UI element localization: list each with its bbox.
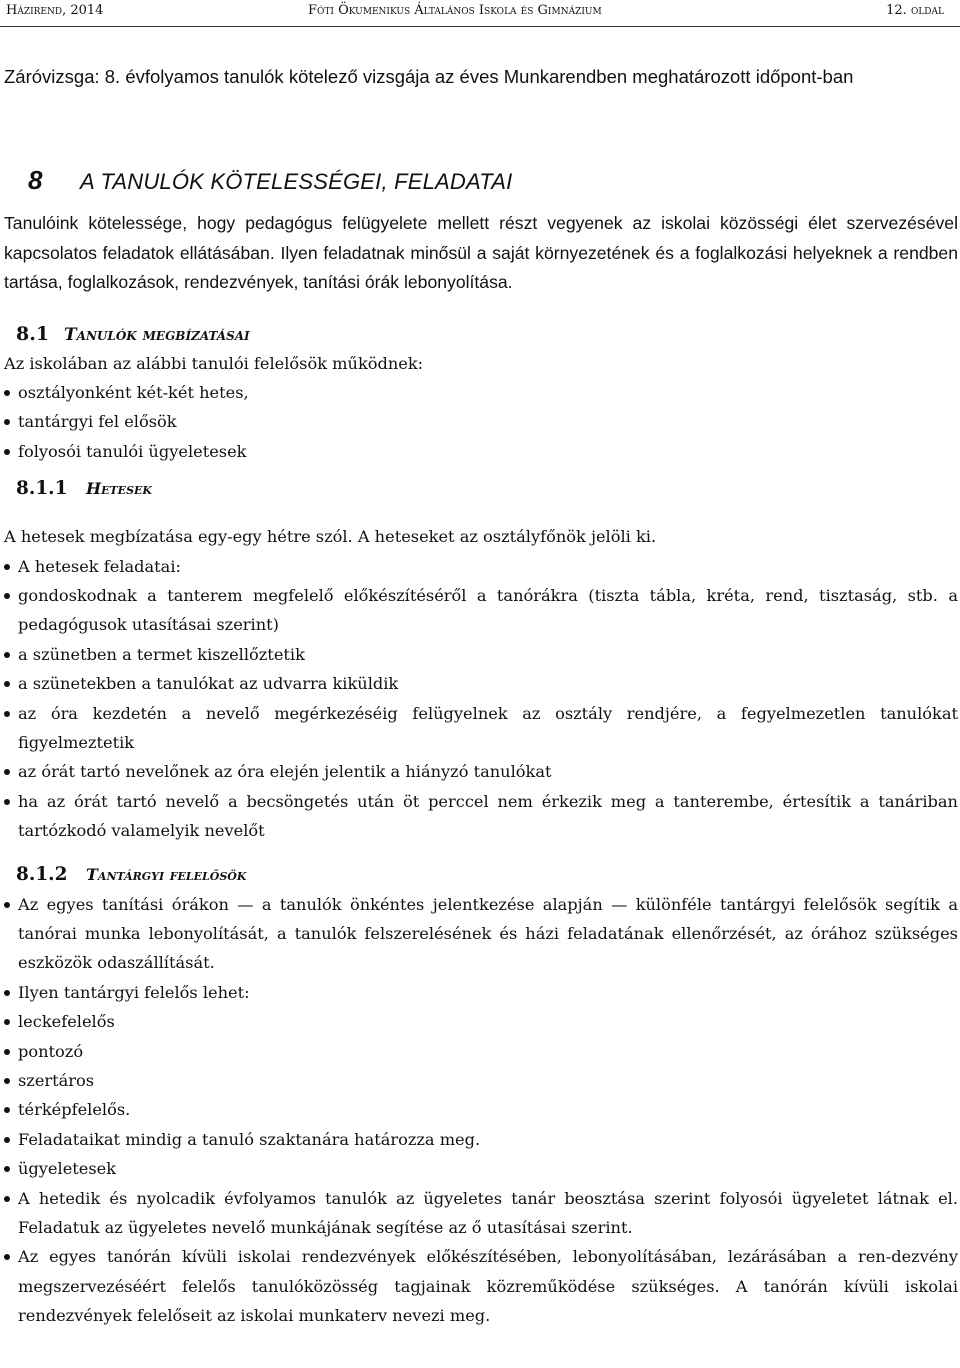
section-8-1-list: [4, 378, 958, 466]
section-8-1-2-number: 8.1.2: [16, 863, 68, 885]
section-8-1-1-list: [4, 552, 958, 846]
list-item: térképfelelős.: [4, 1095, 958, 1124]
section-8-1-2-heading: [4, 860, 958, 890]
section-8-1-1-number: 8.1.1: [16, 478, 68, 500]
list-item: A hetesek feladatai:: [4, 552, 958, 581]
section-8-1-heading: [4, 320, 958, 349]
page-header: [0, 0, 960, 27]
section-8-body: Tanulóink kötelessége, hogy pedagógus felügyelete mellett részt vegyenek az iskolai közösségi élet szervezésével kapcsolatos feladatok ellátásában. Ilyen feladatnak minősül a saját környezetének és a foglalkozási helyeknek a rendben tartása, foglalkozások, rendezvények, tanítási órák lebonyolítása.: [4, 213, 958, 292]
list-item: a szünetekben a tanulókat az udvarra kiküldik: [4, 669, 958, 698]
list-item: pontozó: [4, 1037, 958, 1066]
list-item: Ilyen tantárgyi felelős lehet:: [4, 978, 958, 1007]
section-8-number: 8: [28, 165, 43, 195]
header-document-title: Házirend, 2014: [6, 3, 104, 18]
list-item: ügyeletesek: [4, 1154, 958, 1183]
list-item: Feladataikat mindig a tanuló szaktanára határozza meg.: [4, 1125, 958, 1154]
section-8-1-1-title: Hetesek: [86, 479, 152, 499]
list-item: tantárgyi fel elősök: [4, 407, 958, 436]
list-item: szertáros: [4, 1066, 958, 1095]
section-8-1-1-heading: [4, 474, 958, 504]
section-8-1-2-title: Tantárgyi felelősök: [86, 864, 247, 884]
header-page-number: 12. oldal: [886, 3, 944, 18]
list-item: leckefelelős: [4, 1007, 958, 1036]
section-8-title: A TANULÓK KÖTELESSÉGEI, FELADATAI: [80, 169, 513, 194]
list-item: folyosói tanulói ügyeletesek: [4, 437, 958, 466]
list-item: Az egyes tanítási órákon — a tanulók önkéntes jelentkezése alapján — különféle tantárgyi felelősök segítik a tanórai munka lebonyolítását, a tanulók felszerelésének és házi feladatának ellenőrzését, az órához szükséges eszközök odaszállítását.: [4, 890, 958, 978]
section-8-1-number: 8.1: [16, 322, 50, 345]
list-item: osztályonként két-két hetes,: [4, 378, 958, 407]
list-item: A hetedik és nyolcadik évfolyamos tanulók az ügyeletes tanár beosztása szerint folyosói ügyeletet látnak el. Feladatuk az ügyeletes nevelő munkájának segítése az ő utasításai szerint.: [4, 1184, 958, 1243]
section-8-1-1-intro: A hetesek megbízatása egy-egy hétre szól. A heteseket az osztályfőnök jelöli ki.: [4, 527, 657, 547]
section-8-1-2-list: [4, 890, 958, 1331]
list-item: az óra kezdetén a nevelő megérkezéséig felügyelnek az osztály rendjére, a fegyelmezetlen tanulókat figyelmeztetik: [4, 699, 958, 758]
section-8-1-intro: Az iskolában az alábbi tanulói felelősök működnek:: [4, 353, 424, 373]
header-school-name: Fóti Ökumenikus Általános Iskola és Gimnázium: [308, 3, 602, 18]
list-item: a szünetben a termet kiszellőztetik: [4, 640, 958, 669]
list-item: ha az órát tartó nevelő a becsöngetés után öt perccel nem érkezik meg a tanterembe, értesítik a tanáriban tartózkodó valamelyik nevelőt: [4, 787, 958, 846]
section-8-heading: [4, 165, 958, 197]
list-item: az órát tartó nevelőnek az óra elején jelentik a hiányzó tanulókat: [4, 757, 958, 786]
list-item: gondoskodnak a tanterem megfelelő előkészítéséről a tanórákra (tiszta tábla, kréta, rend, tisztaság, stb. a pedagógusok utasításai szerint): [4, 581, 958, 640]
page-content: [4, 62, 958, 1331]
zarovizsga-paragraph: Záróvizsga: 8. évfolyamos tanulók kötelező vizsgája az éves Munkarendben meghatározott időpont-ban: [4, 66, 854, 87]
list-item: Az egyes tanórán kívüli iskolai rendezvények előkészítésében, lebonyolításában, lezárásában a ren-dezvény megszervezéséért felelős tanulóközösség tagjainak közreműködése szükséges. A tanórán kívüli iskolai rendezvények felelőseit az iskolai munkaterv nevezi meg.: [4, 1242, 958, 1330]
section-8-1-title: Tanulók megbízatásai: [64, 324, 250, 345]
